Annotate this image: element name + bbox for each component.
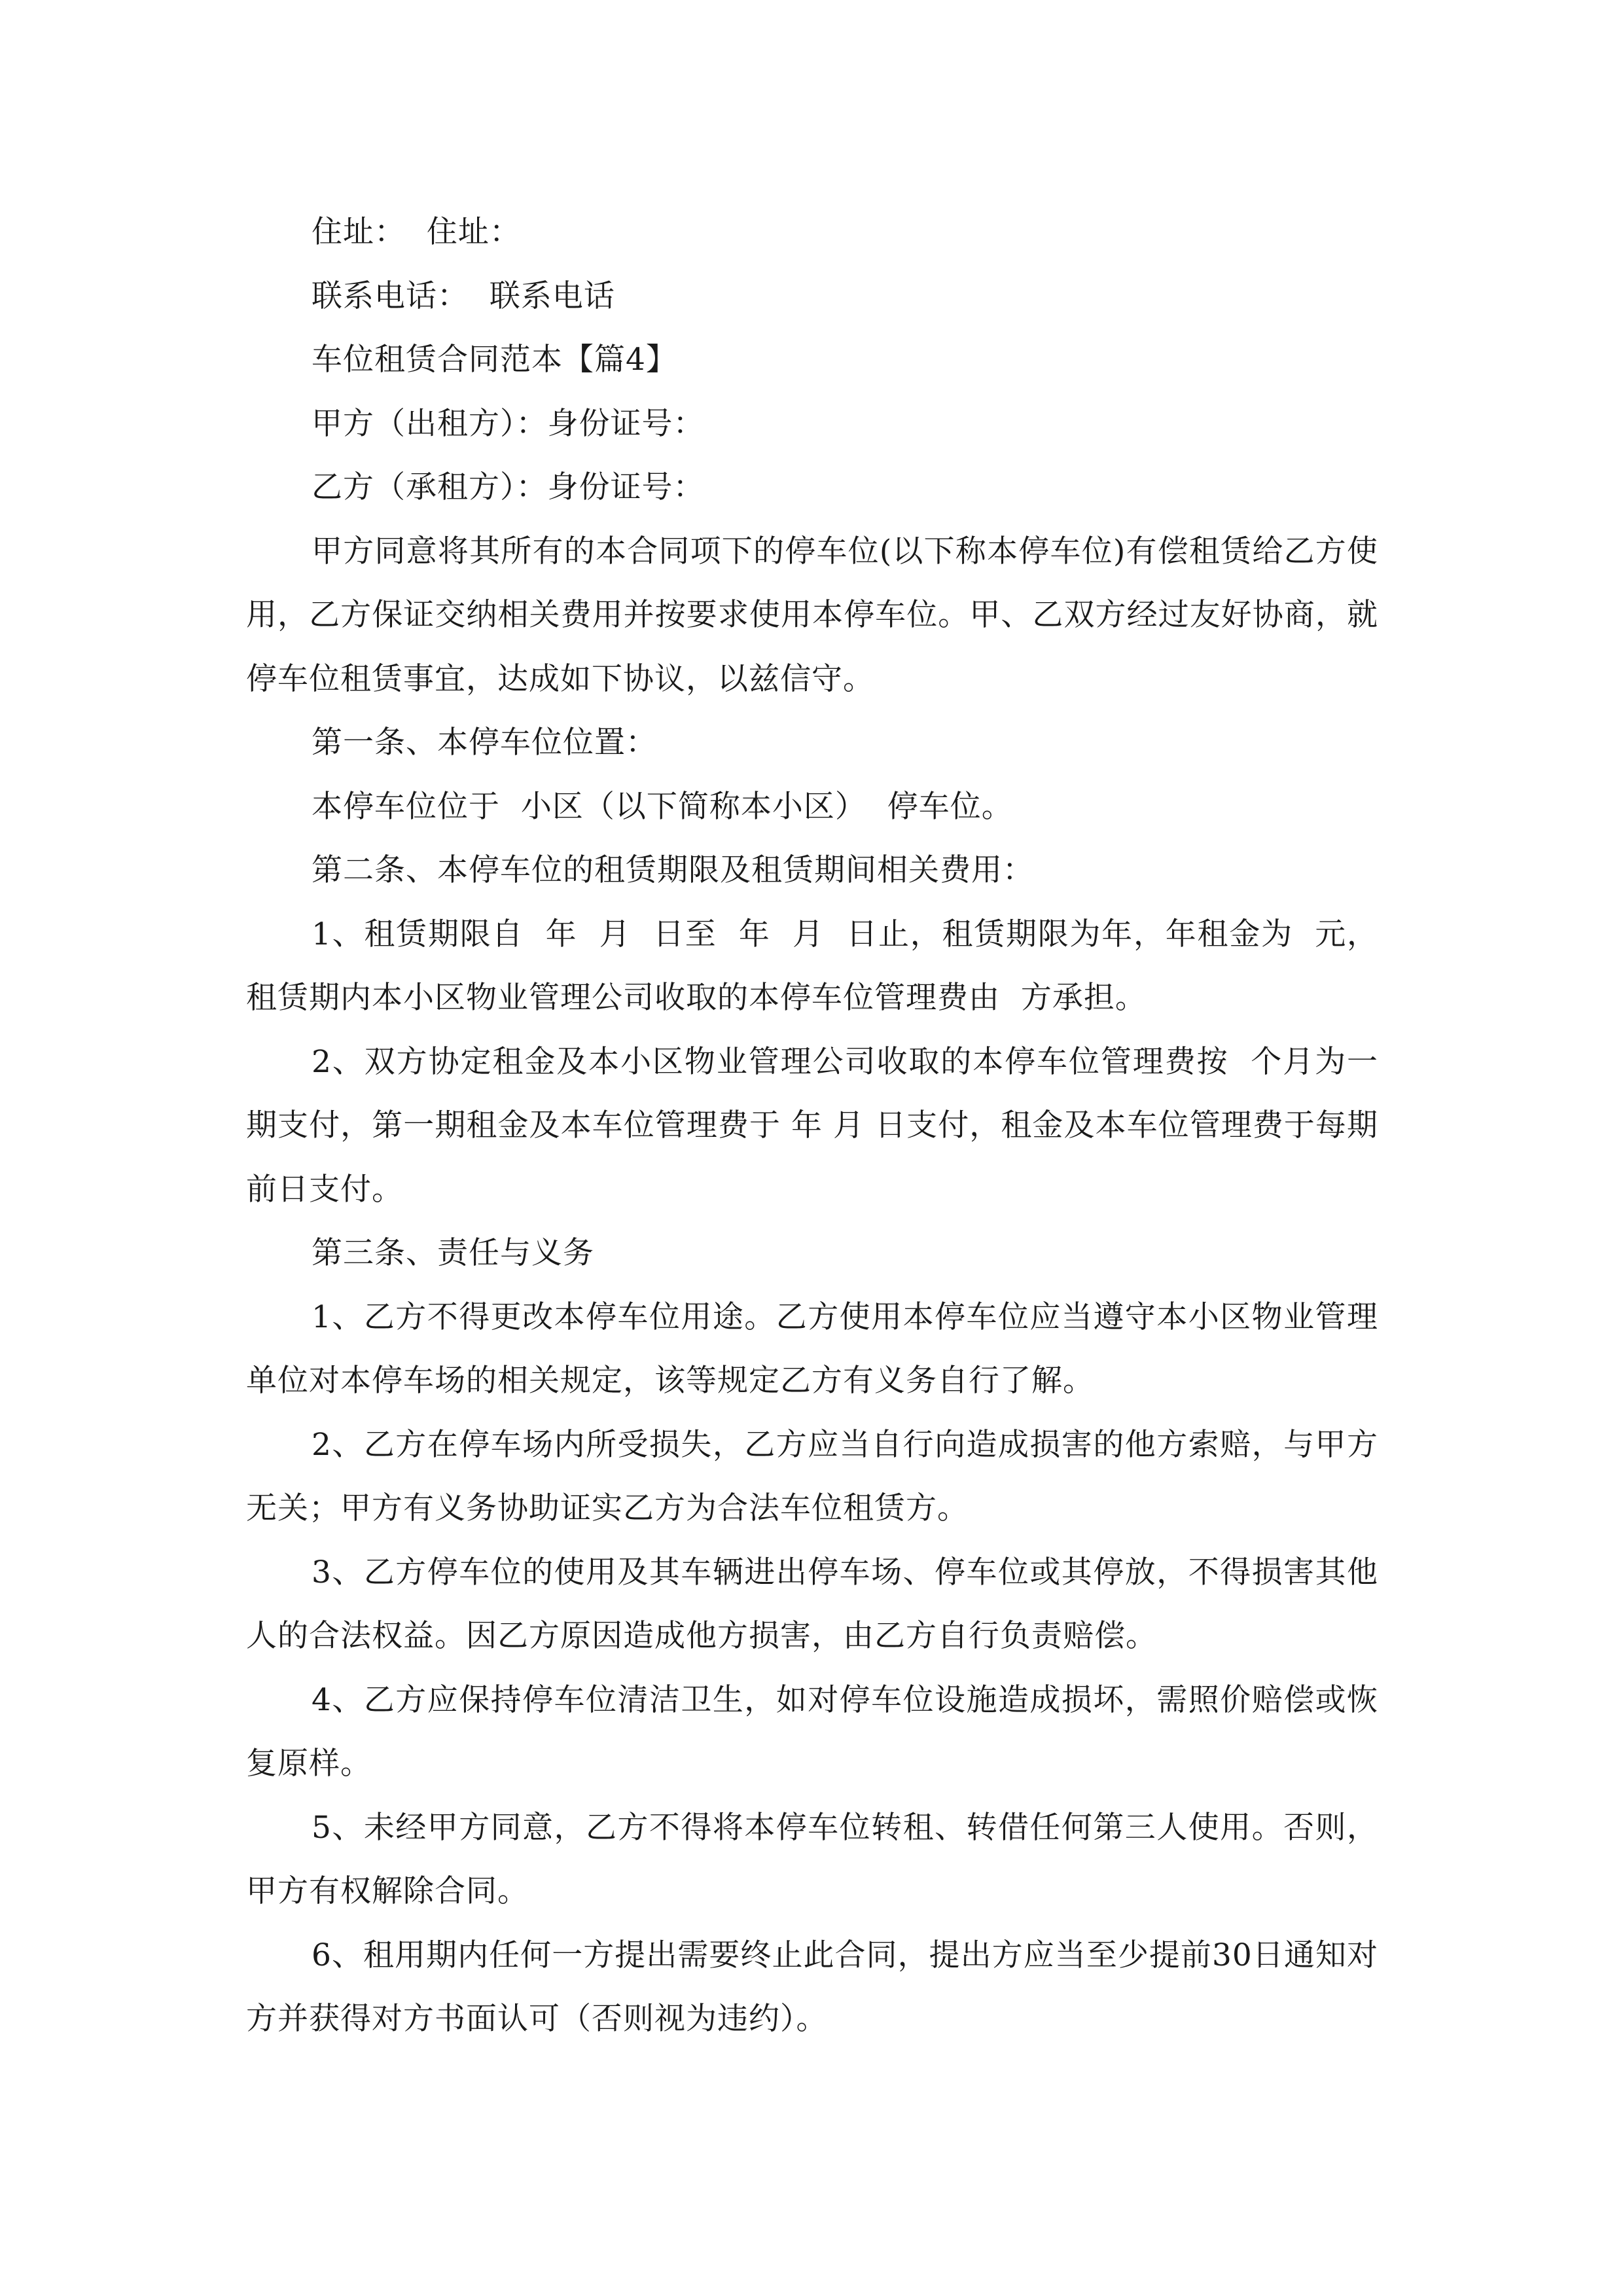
article-3-item-3: 3、乙方停车位的使用及其车辆进出停车场、停车位或其停放，不得损害其他人的合法权益。因乙方原因造成他方损害，由乙方自行负责赔偿。 (246, 1554, 1378, 1654)
article-3-item-5: 5、未经甲方同意，乙方不得将本停车位转租、转借任何第三人使用。否则，甲方有权解除合同。 (246, 1809, 1378, 1909)
section-title: 车位租赁合同范本【篇4】 (312, 342, 677, 378)
article-3-item-2: 2、乙方在停车场内所受损失，乙方应当自行向造成损害的他方索赔，与甲方无关；甲方有义务协助证实乙方为合法车位租赁方。 (246, 1426, 1378, 1526)
article-3-item-1: 1、乙方不得更改本停车位用途。乙方使用本停车位应当遵守本小区物业管理单位对本停车场的相关规定，该等规定乙方有义务自行了解。 (246, 1299, 1378, 1399)
address-line: 住址： 住址： (312, 214, 521, 250)
party-a-line: 甲方（出租方）：身份证号： (312, 405, 705, 442)
article-3-heading: 第三条、责任与义务 (312, 1235, 594, 1271)
article-3-item-6: 6、租用期内任何一方提出需要终止此合同，提出方应当至少提前30日通知对方并获得对方书面认可（否则视为违约）。 (246, 1937, 1378, 2037)
article-1-heading: 第一条、本停车位位置： (312, 725, 657, 761)
party-b-line: 乙方（承租方）：身份证号： (312, 469, 705, 505)
article-2-item-1: 1、租赁期限自 年 月 日至 年 月 日止，租赁期限为年，年租金为 元，租赁期内本小区物业管理公司收取的本停车位管理费由 方承担。 (246, 916, 1378, 1016)
article-2-item-2: 2、双方协定租金及本小区物业管理公司收取的本停车位管理费按 个月为一期支付，第一期租金及本车位管理费于 年 月 日支付，租金及本车位管理费于每期前日支付。 (246, 1043, 1378, 1208)
article-3-item-4: 4、乙方应保持停车位清洁卫生，如对停车位设施造成损坏，需照价赔偿或恢复原样。 (246, 1681, 1378, 1782)
article-2-heading: 第二条、本停车位的租赁期限及租赁期间相关费用： (312, 852, 1034, 888)
preamble-paragraph: 甲方同意将其所有的本合同项下的停车位(以下称本停车位)有偿租赁给乙方使用，乙方保证交纳相关费用并按要求使用本停车位。甲、乙双方经过友好协商，就停车位租赁事宜，达成如下协议，以兹信守。 (246, 533, 1378, 697)
document-body (246, 200, 1378, 2051)
article-1-body: 本停车位位于 小区（以下简称本小区） 停车位。 (312, 788, 1013, 825)
phone-line: 联系电话： 联系电话 (312, 278, 615, 314)
